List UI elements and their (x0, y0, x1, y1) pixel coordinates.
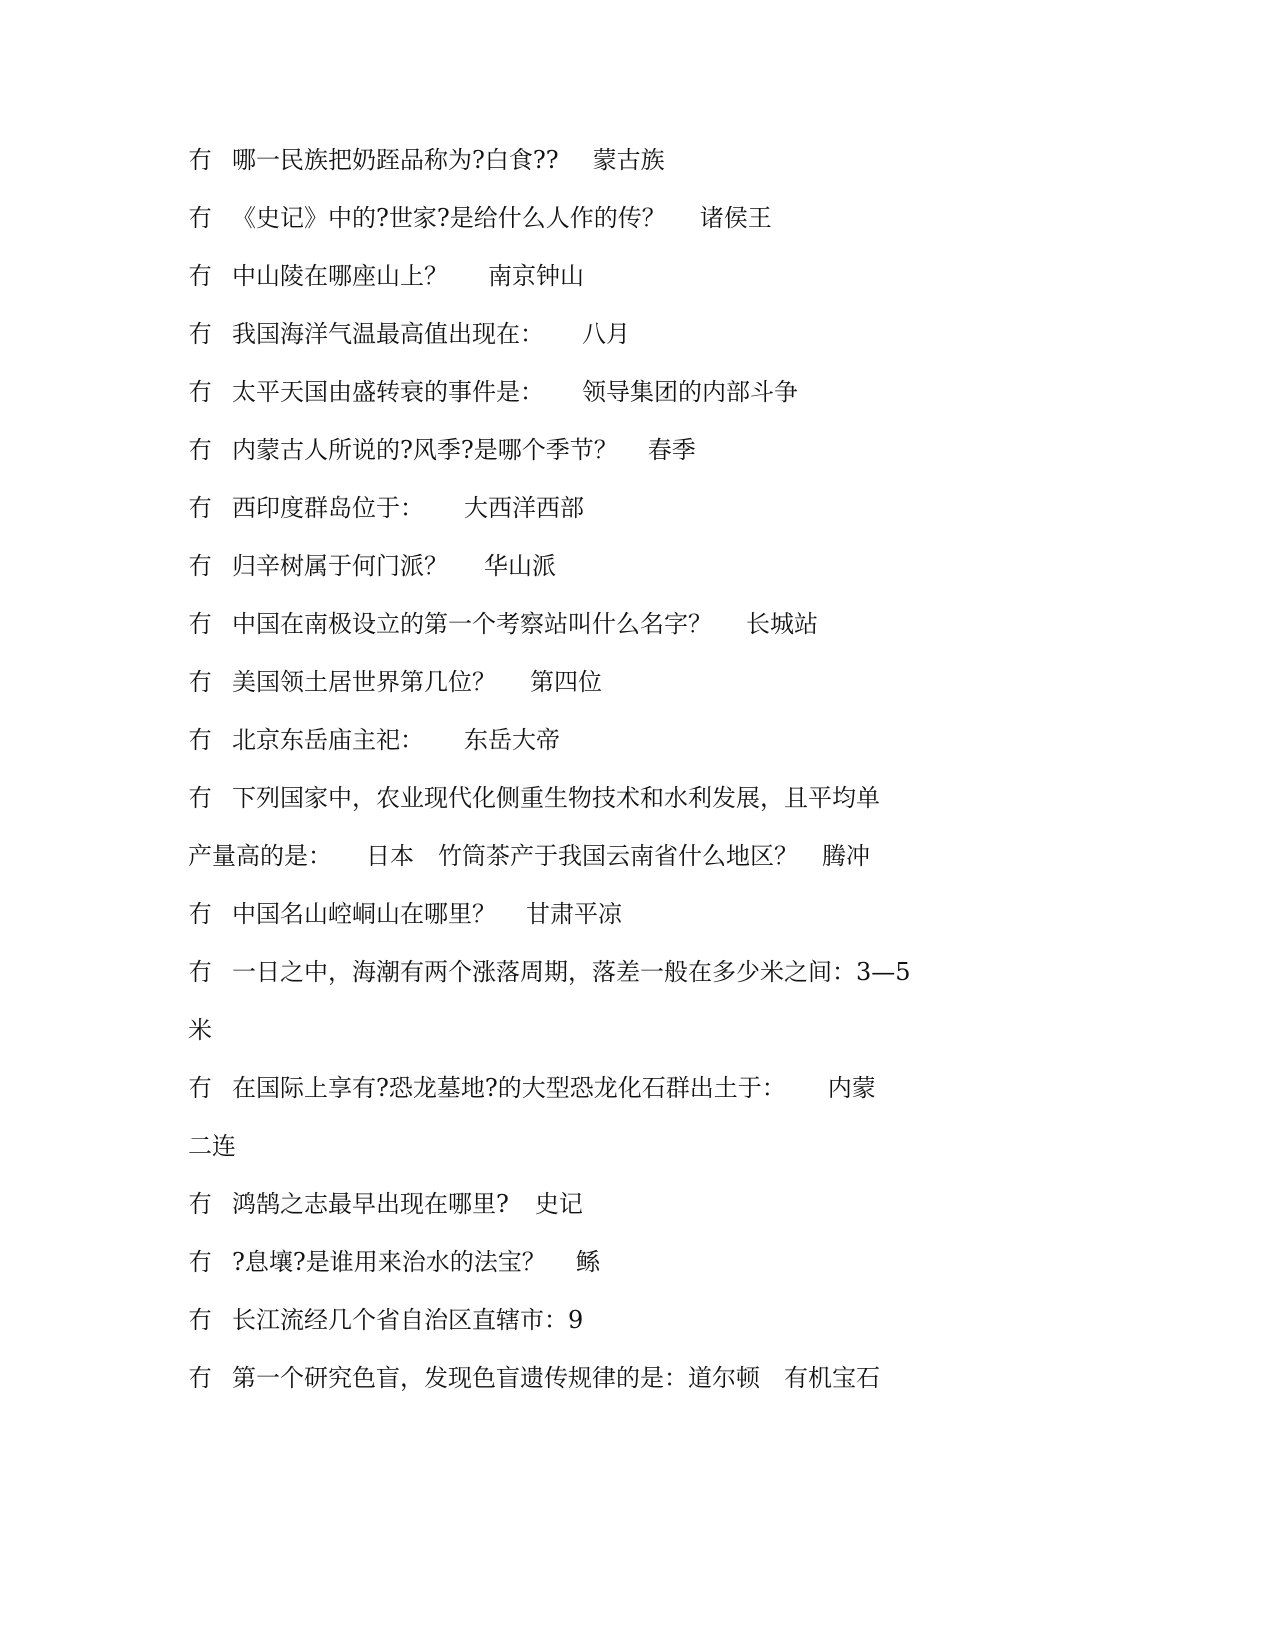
question-text: 在国际上享有?恐龙墓地?的大型恐龙化石群出土于： (232, 1074, 786, 1102)
answer-text: 东岳大帝 (464, 726, 560, 754)
question-text: 北京东岳庙主祀： (232, 726, 424, 754)
document-line (188, 723, 1088, 757)
question-text: 中山陵在哪座山上？ (232, 262, 448, 290)
question-text: ?息壤?是谁用来治水的法宝？ (232, 1248, 546, 1276)
document-line (188, 549, 1088, 583)
document-line (188, 1129, 1088, 1163)
document-line (188, 1245, 1088, 1279)
answer-text: 内蒙 (827, 1074, 876, 1102)
question-text: 中国在南极设立的第一个考察站叫什么名字？ (232, 610, 712, 638)
question-text: 下列国家中，农业现代化侧重生物技术和水利发展，且平均单 (232, 784, 880, 812)
document-line (188, 259, 1088, 293)
document-line (188, 1361, 1088, 1395)
document-line (188, 491, 1088, 525)
line-marker: 冇 (188, 1248, 212, 1276)
document-line (188, 607, 1088, 641)
line-marker: 冇 (188, 1190, 212, 1218)
question-text: 第一个研究色盲，发现色盲遗传规律的是：道尔顿 有机宝石 (232, 1364, 880, 1392)
document-line (188, 201, 1088, 235)
answer-text: 鲧 (575, 1248, 600, 1276)
answer-text: 长城站 (746, 610, 818, 638)
line-marker: 冇 (188, 262, 212, 290)
question-text: 鸿鹄之志最早出现在哪里? (232, 1190, 509, 1218)
question-text: 中国名山崆峒山在哪里？ (232, 900, 496, 928)
line-marker: 冇 (188, 958, 212, 986)
line-marker: 冇 (188, 320, 212, 348)
line-marker: 冇 (188, 900, 212, 928)
line-marker: 冇 (188, 146, 212, 174)
answer-text: 南京钟山 (488, 262, 584, 290)
question-text: 一日之中，海潮有两个涨落周期，落差一般在多少米之间：3—5 (232, 958, 911, 986)
question-text: 《史记》中的?世家?是给什么人作的传？ (232, 204, 666, 232)
document-line (188, 839, 1088, 873)
document-line (188, 897, 1088, 931)
answer-text: 甘肃平凉 (526, 900, 622, 928)
line-marker: 冇 (188, 552, 212, 580)
question-text: 归辛树属于何门派？ (232, 552, 448, 580)
line-marker: 冇 (188, 1306, 212, 1334)
line-marker: 冇 (188, 436, 212, 464)
document-line (188, 375, 1088, 409)
answer-text: 诸侯王 (699, 204, 772, 232)
question-text: 内蒙古人所说的?风季?是哪个季节？ (232, 436, 618, 464)
document-line (188, 1303, 1088, 1337)
line-marker: 冇 (188, 1364, 212, 1392)
question-text: 米 (188, 1016, 212, 1044)
line-marker: 冇 (188, 784, 212, 812)
question-text: 太平天国由盛转衰的事件是： (232, 378, 544, 406)
line-marker: 冇 (188, 668, 212, 696)
answer-text: 大西洋西部 (464, 494, 584, 522)
document-line (188, 433, 1088, 467)
document-line (188, 143, 1088, 177)
question-text: 长江流经几个省自治区直辖市：9 (232, 1306, 584, 1334)
answer-text: 蒙古族 (592, 146, 665, 174)
answer-text: 第四位 (530, 668, 602, 696)
line-marker: 冇 (188, 378, 212, 406)
document-line (188, 665, 1088, 699)
document-line (188, 1013, 1088, 1047)
answer-text: 领导集团的内部斗争 (582, 378, 798, 406)
line-marker: 冇 (188, 1074, 212, 1102)
answer-text: 史记 (534, 1190, 583, 1218)
question-text: 西印度群岛位于： (232, 494, 424, 522)
line-marker: 冇 (188, 204, 212, 232)
question-text: 产量高的是： (188, 842, 332, 870)
line-marker: 冇 (188, 494, 212, 522)
question-text: 我国海洋气温最高值出现在： (232, 320, 544, 348)
answer-text: 华山派 (484, 552, 556, 580)
document-line (188, 955, 1088, 989)
document-line (188, 317, 1088, 351)
question-text: 美国领土居世界第几位？ (232, 668, 496, 696)
answer-text: 八月 (582, 320, 630, 348)
line-marker: 冇 (188, 726, 212, 754)
answer-text: 春季 (647, 436, 696, 464)
document-line (188, 781, 1088, 815)
question-text: 二连 (188, 1132, 236, 1160)
document-line (188, 1071, 1088, 1105)
answer-text: 日本 竹筒茶产于我国云南省什么地区？ 腾冲 (366, 842, 870, 870)
line-marker: 冇 (188, 610, 212, 638)
question-text: 哪一民族把奶跮品称为?白食?? (232, 146, 559, 174)
document-line (188, 1187, 1088, 1221)
